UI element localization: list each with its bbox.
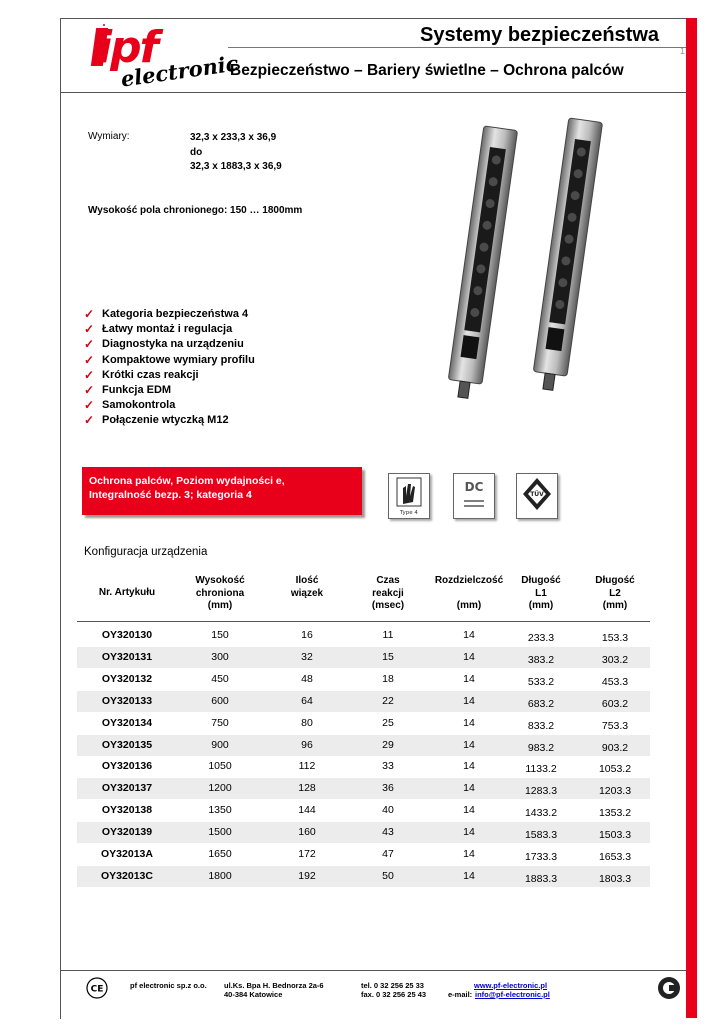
col-header-resolution: Rozdzielczość (mm)	[434, 575, 504, 612]
feature-list	[84, 307, 255, 429]
logo-text-bottom: electronic	[119, 50, 240, 92]
col-header-beams: Ilość wiązek	[290, 575, 324, 599]
cell-height: 150	[211, 629, 229, 641]
cell-response: 33	[382, 760, 394, 773]
dimensions-label: Wymiary:	[88, 131, 130, 142]
cell-response: 47	[382, 848, 394, 860]
table-row	[77, 735, 650, 756]
dimensions-values	[190, 131, 282, 175]
footer-company: pf electronic sp.z o.o.	[130, 981, 207, 990]
cell-beams: 172	[298, 848, 316, 860]
table-row	[77, 866, 650, 887]
cell-l2: 153.3	[601, 632, 629, 644]
protected-height: Wysokość pola chronionego: 150 … 1800mm	[88, 205, 303, 216]
table-row	[77, 756, 650, 777]
check-icon: ✓	[84, 352, 95, 367]
cell-l2: 1653.3	[598, 851, 632, 863]
cell-l1: 383.2	[527, 653, 555, 666]
table-row	[77, 669, 650, 690]
cell-l1: 983.2	[527, 741, 555, 754]
page-title: Systemy bezpieczeństwa	[420, 24, 659, 46]
page-number: 1	[680, 46, 686, 56]
page-subtitle: Bezpieczeństwo – Bariery świetlne – Ochrona palców	[230, 62, 624, 79]
cell-article: OY320130	[101, 629, 153, 641]
banner-line-2: Integralność bezp. 3; kategoria 4	[89, 489, 252, 501]
cell-article: OY320137	[101, 782, 153, 795]
cell-l1: 533.2	[527, 675, 555, 688]
cell-resolution: 14	[463, 716, 475, 729]
cell-l2: 453.3	[601, 675, 629, 688]
cell-height: 1800	[208, 869, 232, 882]
dimensions-to: do	[190, 146, 203, 158]
cell-height: 300	[211, 650, 229, 663]
list-item: ✓ Łatwy montaż i regulacja	[84, 322, 233, 337]
cell-article: OY320134	[101, 716, 153, 729]
cell-l2: 753.3	[601, 719, 629, 732]
cell-l2: 1203.3	[598, 785, 632, 798]
check-icon: ✓	[84, 367, 95, 382]
footer-website-link[interactable]: www.pf-electronic.pl	[474, 981, 548, 990]
cell-resolution: 14	[463, 672, 475, 685]
table-row	[77, 713, 650, 734]
cell-height: 1200	[208, 782, 232, 795]
list-item: ✓ Funkcja EDM	[84, 382, 172, 397]
tuv-certificate-icon	[516, 473, 558, 519]
dimensions-max: 32,3 x 1883,3 x 36,9	[190, 161, 282, 172]
check-icon: ✓	[84, 337, 95, 352]
cell-l1: 833.2	[527, 719, 555, 732]
cell-l2: 603.2	[601, 697, 629, 710]
dimensions-min: 32,3 x 233,3 x 36,9	[190, 132, 277, 143]
ce-mark-text: CE	[90, 984, 104, 995]
cell-article: OY320138	[101, 804, 153, 817]
check-icon: ✓	[84, 413, 95, 428]
cell-l2: 1803.3	[598, 872, 632, 885]
footer-rule	[60, 970, 686, 971]
cell-l2: 1053.2	[598, 763, 632, 776]
cell-beams: 144	[298, 804, 316, 817]
cell-height: 1500	[208, 826, 232, 839]
list-item: ✓ Samokontrola	[84, 398, 176, 413]
table-row	[77, 625, 650, 646]
cell-resolution: 14	[463, 629, 475, 641]
check-icon: ✓	[84, 307, 95, 321]
cell-resolution: 14	[463, 650, 475, 663]
list-item: ✓ Kompaktowe wymiary profilu	[84, 352, 255, 367]
cell-beams: 80	[301, 716, 313, 729]
footer-tel: tel. 0 32 256 25 33	[361, 981, 424, 990]
certification-seal-icon	[657, 976, 681, 1000]
table-row	[77, 822, 650, 843]
cell-height: 1350	[208, 804, 232, 817]
cell-l2: 903.2	[601, 741, 629, 754]
cell-article: OY320136	[101, 760, 153, 773]
light-curtain-product-image	[450, 110, 670, 410]
cell-height: 1050	[208, 760, 232, 773]
cell-response: 11	[382, 629, 394, 641]
type4-certificate-icon	[388, 473, 430, 519]
cell-l1: 1283.3	[524, 785, 558, 798]
footer-address-1: ul.Ks. Bpa H. Bednorza 2a-6	[224, 981, 324, 990]
table-row	[77, 691, 650, 712]
cell-l1: 233.3	[527, 632, 555, 644]
list-item: ✓ Krótki czas reakcji	[84, 367, 199, 382]
cell-response: 15	[382, 650, 394, 663]
cell-l2: 1353.2	[598, 807, 632, 820]
cell-article: OY320135	[101, 738, 153, 751]
cell-height: 450	[211, 672, 229, 685]
cell-l2: 1503.3	[598, 829, 632, 842]
dc-certificate-icon	[453, 473, 495, 519]
cell-article: OY320132	[101, 672, 153, 685]
col-header-length-l1: Długość L1 (mm)	[521, 575, 561, 612]
check-icon: ✓	[84, 322, 95, 337]
table-row	[77, 647, 650, 668]
col-header-article: Nr. Artykułu	[98, 587, 156, 598]
check-icon: ✓	[84, 398, 95, 413]
cell-beams: 128	[298, 782, 316, 795]
cell-beams: 32	[301, 650, 313, 663]
cell-l1: 1433.2	[524, 807, 558, 820]
cell-height: 750	[211, 716, 229, 729]
cell-l1: 1883.3	[524, 872, 558, 885]
footer-fax: fax. 0 32 256 25 43	[361, 990, 427, 999]
table-row	[77, 778, 650, 799]
header-divider	[228, 47, 686, 48]
footer-email-link[interactable]: info@pf-electronic.pl	[475, 990, 550, 999]
cell-beams: 16	[301, 629, 313, 641]
cell-height: 1650	[208, 848, 232, 860]
cell-response: 36	[382, 782, 394, 795]
configuration-title: Konfiguracja urządzenia	[84, 546, 208, 558]
list-item: ✓ Diagnostyka na urządzeniu	[84, 337, 244, 352]
cell-resolution: 14	[463, 826, 475, 839]
cell-article: OY320139	[101, 826, 153, 839]
cell-l2: 303.2	[601, 653, 629, 666]
cell-beams: 112	[298, 760, 316, 773]
cell-l1: 683.2	[527, 697, 555, 710]
cell-article: OY32013C	[101, 869, 153, 882]
cell-response: 40	[382, 804, 394, 817]
col-header-response-time: Czas reakcji (msec)	[371, 575, 405, 612]
ce-mark-icon	[86, 977, 108, 999]
cell-resolution: 14	[463, 869, 475, 882]
dc-label: DC	[464, 480, 484, 494]
list-item: ✓ Połączenie wtyczką M12	[84, 413, 229, 428]
cell-resolution: 14	[463, 782, 475, 795]
cell-l1: 1583.3	[524, 829, 558, 842]
check-icon: ✓	[84, 382, 95, 397]
header-bottom-rule	[60, 92, 686, 93]
cell-height: 900	[211, 738, 229, 751]
cell-article: OY320131	[101, 650, 153, 663]
cell-resolution: 14	[463, 760, 475, 773]
cell-beams: 96	[301, 738, 313, 751]
type4-label: Type 4	[400, 510, 418, 516]
tuv-label: TÜV	[530, 491, 544, 498]
safety-level-banner	[82, 467, 362, 515]
cell-resolution: 14	[463, 848, 475, 860]
cell-resolution: 14	[463, 738, 475, 751]
cell-response: 18	[382, 672, 394, 685]
cell-height: 600	[211, 694, 229, 707]
cell-response: 29	[382, 738, 394, 751]
cell-l1: 1133.2	[525, 763, 557, 776]
cell-article: OY32013A	[101, 848, 153, 860]
col-header-height: Wysokość chroniona (mm)	[195, 575, 245, 612]
cell-beams: 160	[298, 826, 316, 839]
list-item: ✓ Kategoria bezpieczeństwa 4	[84, 307, 249, 321]
ipf-electronic-logo	[95, 22, 240, 92]
cell-beams: 48	[301, 672, 313, 685]
cell-resolution: 14	[463, 694, 475, 707]
col-header-length-l2: Długość L2 (mm)	[595, 575, 635, 612]
table-row	[77, 844, 650, 865]
banner-line-1: Ochrona palców, Poziom wydajności e,	[89, 475, 285, 487]
cell-response: 50	[382, 869, 394, 882]
cell-response: 22	[382, 694, 394, 707]
table-row	[77, 800, 650, 821]
cell-response: 43	[382, 826, 394, 839]
logo-text-top: ipf	[97, 22, 157, 73]
footer-address-2: 40-384 Katowice	[224, 990, 283, 999]
cell-article: OY320133	[101, 694, 153, 707]
cell-beams: 192	[298, 869, 316, 882]
footer-email-label: e-mail:	[448, 990, 473, 999]
cell-beams: 64	[301, 694, 313, 707]
table-header-rule	[77, 621, 650, 622]
cell-resolution: 14	[463, 804, 475, 817]
cell-l1: 1733.3	[524, 851, 558, 863]
cell-response: 25	[382, 716, 394, 729]
red-side-bar	[686, 18, 697, 1018]
